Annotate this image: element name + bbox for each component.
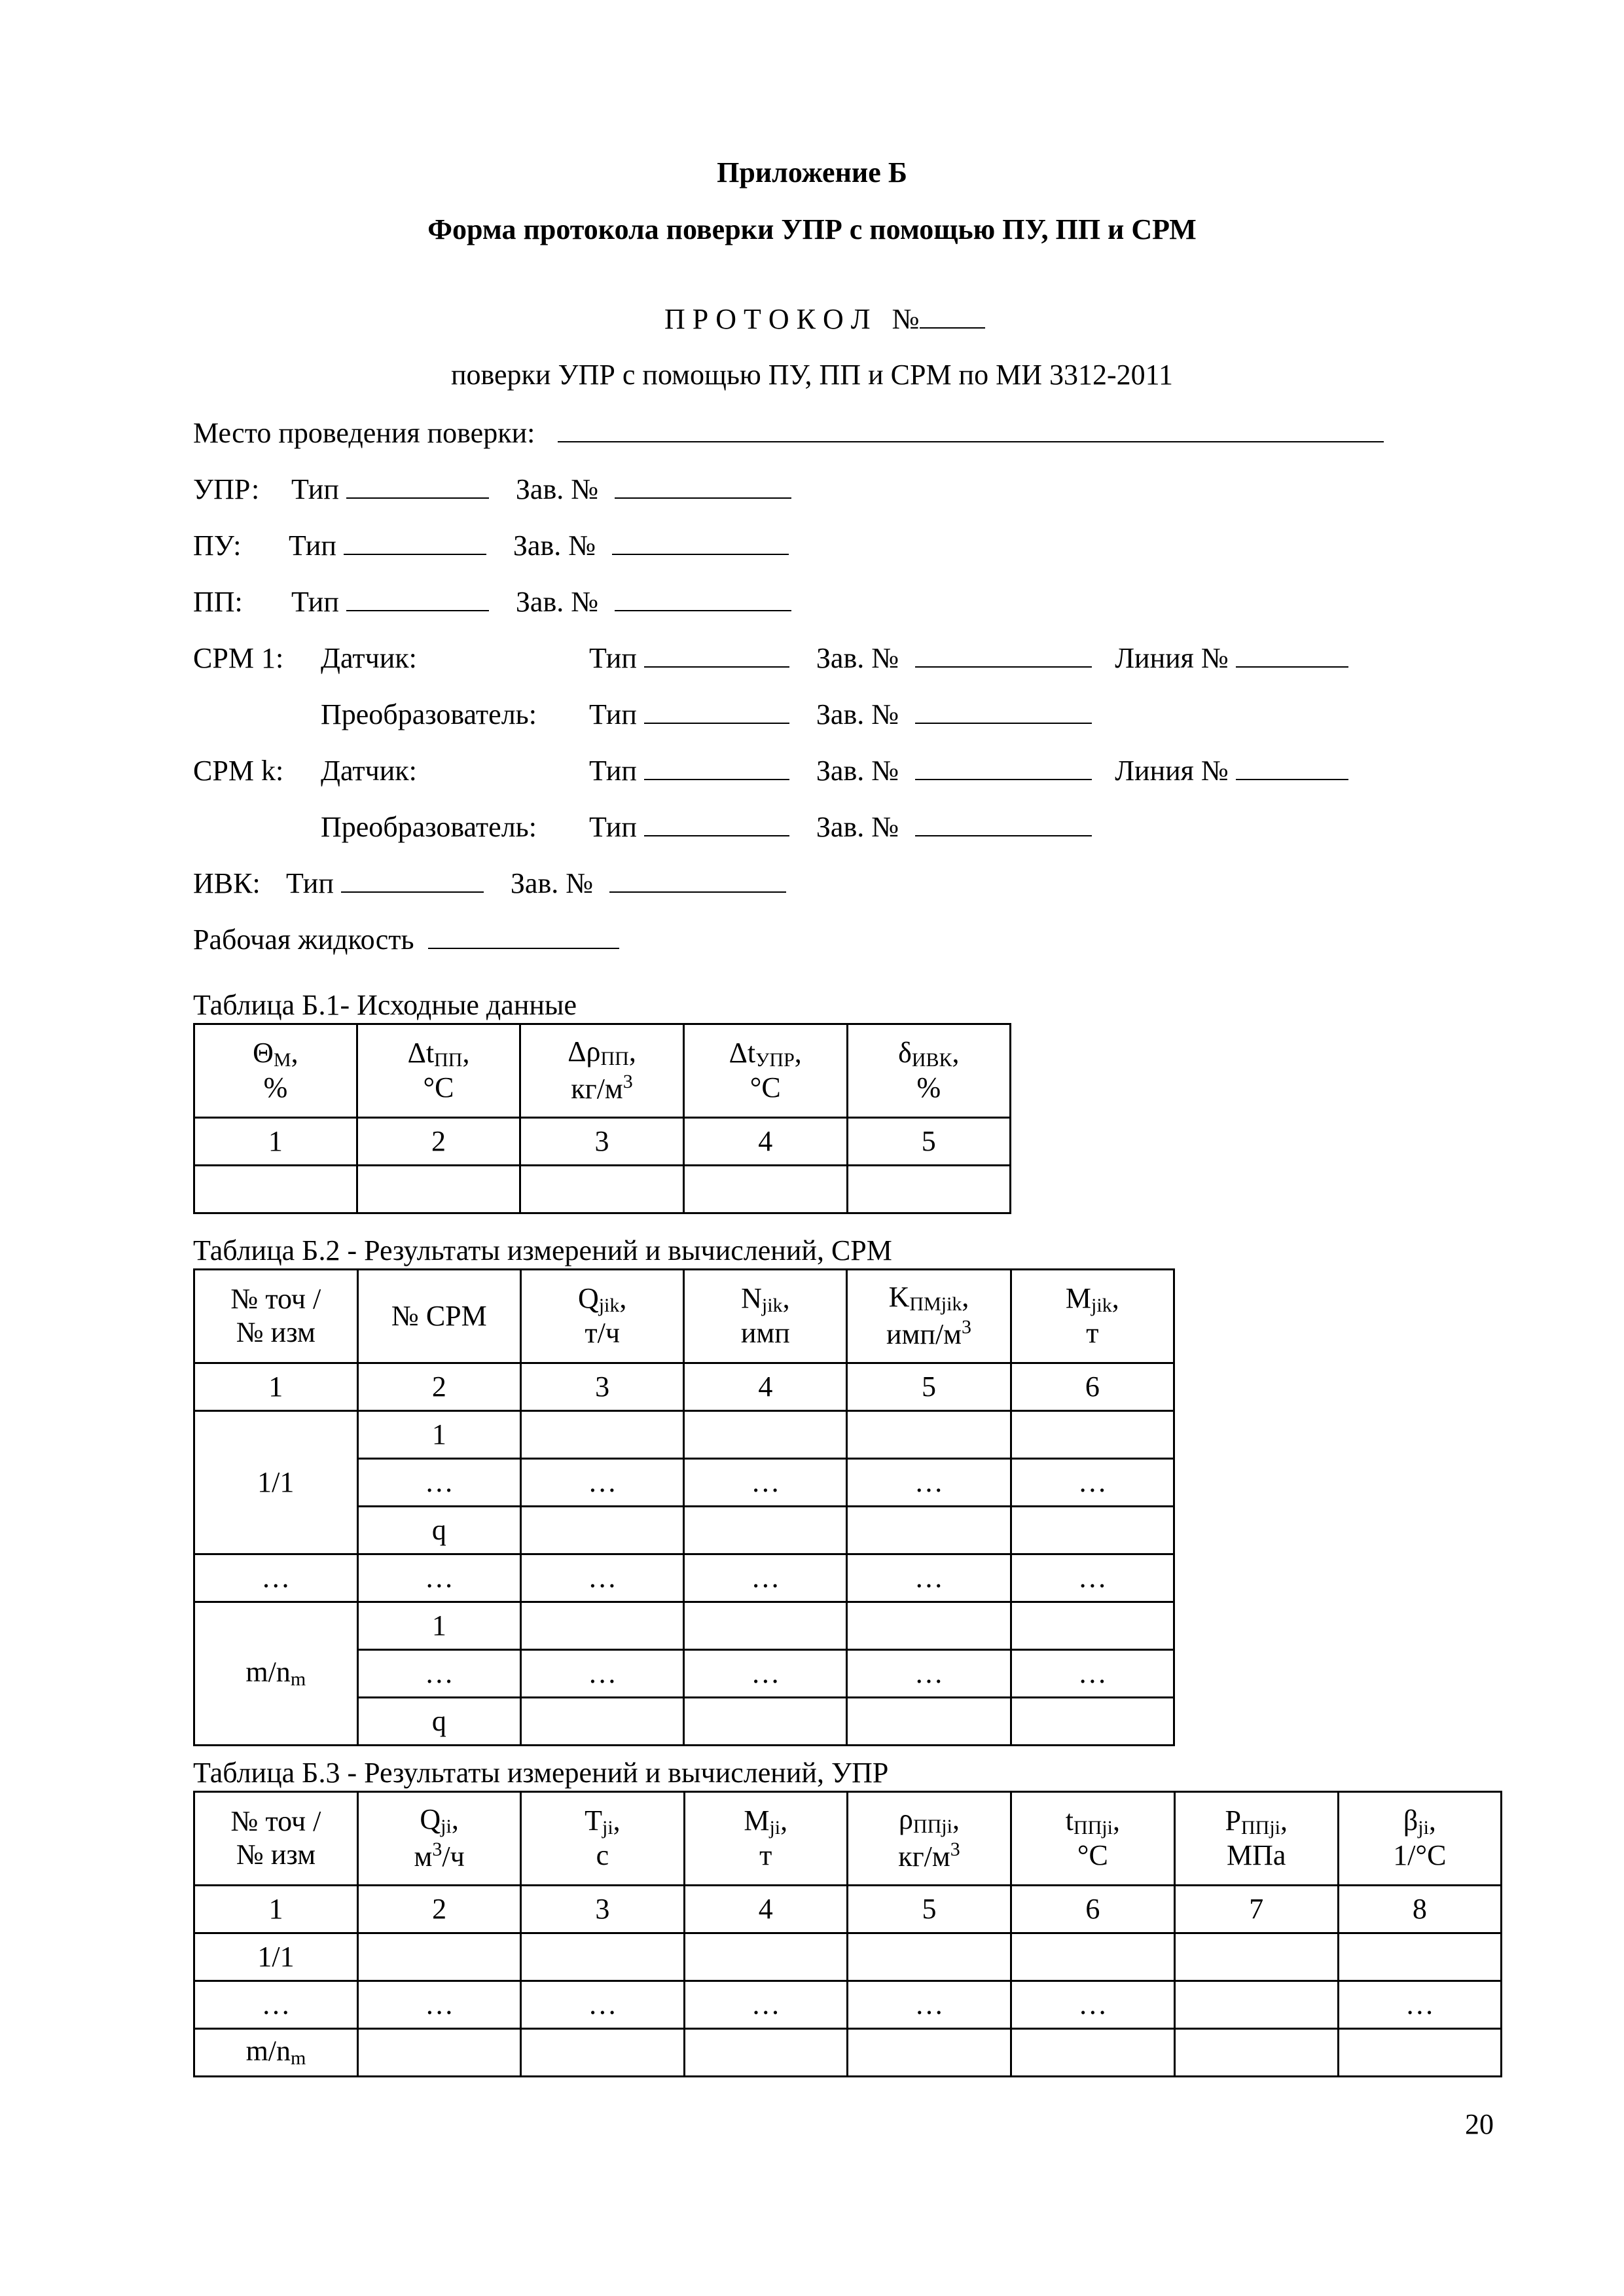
srm1-sensor-label: Датчик: — [321, 642, 417, 674]
table3-data-cell[interactable] — [1338, 2029, 1501, 2077]
pp-row — [193, 584, 791, 619]
srm1-sensor-zav-field[interactable] — [915, 640, 1092, 668]
table2-data-cell[interactable] — [847, 1698, 1011, 1746]
table3-data-cell[interactable] — [357, 2029, 520, 2077]
fluid-row — [193, 922, 619, 956]
srmk-converter-zav-field[interactable] — [915, 809, 1092, 836]
table1-data-cell[interactable] — [194, 1166, 357, 1213]
form-title: Форма протокола поверки УПР с помощью ПУ, ПП и СРМ — [427, 213, 1197, 245]
pp-zav-field[interactable] — [615, 584, 791, 611]
table2-group-label: $m/n_m$ — [194, 1602, 358, 1746]
ivk-label: ИВК: — [193, 867, 261, 899]
table3-row-label: $m/n_m$ — [194, 2029, 358, 2077]
upr-label: УПР: — [193, 473, 260, 505]
table3-header-cell: $T_{ji}$, с — [521, 1792, 684, 1886]
table3-data-cell[interactable] — [1174, 1981, 1338, 2029]
table3-data-cell[interactable] — [684, 1933, 847, 1981]
srm1-sensor-type-field[interactable] — [644, 640, 789, 668]
srm1-sensor-row — [193, 640, 1348, 675]
table3-header-cell: $\rho_{ППji}$, $кг/м^3$ — [847, 1792, 1011, 1886]
place-row — [193, 415, 1384, 450]
table2-header-srm: № СРМ — [357, 1270, 521, 1363]
srmk-sensor-type-label: Тип — [589, 755, 637, 787]
table2-data-cell[interactable] — [684, 1602, 847, 1650]
table2-col-number: 3 — [521, 1363, 684, 1411]
table1-col-number: 5 — [847, 1118, 1010, 1166]
table2-srm-cell: q — [357, 1507, 521, 1554]
table2-ellipsis-cell: … — [357, 1554, 521, 1602]
srm1-converter-label: Преобразователь: — [321, 698, 537, 730]
table2-data-cell[interactable] — [1011, 1411, 1174, 1459]
table3-ellipsis-cell: … — [194, 1981, 358, 2029]
srmk-converter-type-label: Тип — [589, 811, 637, 843]
ivk-zav-field[interactable] — [609, 865, 786, 893]
table2-ellipsis-cell: … — [847, 1650, 1011, 1698]
protocol-number-field[interactable] — [920, 301, 985, 329]
srmk-converter-type-field[interactable] — [644, 809, 789, 836]
pu-zav-field[interactable] — [612, 528, 789, 555]
table3-col-number: 3 — [521, 1886, 684, 1933]
pp-zav-label: Зав. № — [515, 586, 599, 618]
pu-type-label: Тип — [289, 529, 336, 562]
table2-col-number: 2 — [357, 1363, 521, 1411]
table3-data-cell[interactable] — [1338, 1933, 1501, 1981]
srmk-sensor-type-field[interactable] — [644, 753, 789, 780]
pp-label: ПП: — [193, 586, 243, 618]
table2-data-cell[interactable] — [684, 1698, 847, 1746]
table1-col-number: 2 — [357, 1118, 520, 1166]
table2 — [193, 1268, 1175, 1746]
table1-data-cell[interactable] — [847, 1166, 1010, 1213]
table2-data-cell[interactable] — [847, 1411, 1011, 1459]
table1-data-cell[interactable] — [357, 1166, 520, 1213]
srmk-sensor-zav-label: Зав. № — [816, 755, 899, 787]
table3-ellipsis-cell: … — [357, 1981, 520, 2029]
table2-ellipsis-cell: … — [521, 1554, 684, 1602]
upr-type-field[interactable] — [346, 471, 489, 499]
table3-header-point: № точ / № изм — [194, 1792, 358, 1886]
table2-ellipsis-cell: … — [684, 1554, 847, 1602]
pu-zav-label: Зав. № — [513, 529, 596, 562]
table3-ellipsis-cell: … — [1338, 1981, 1501, 2029]
srm1-converter-zav-label: Зав. № — [816, 698, 899, 730]
table2-data-cell[interactable] — [684, 1411, 847, 1459]
table1-col-number: 1 — [194, 1118, 357, 1166]
srm1-sensor-zav-label: Зав. № — [816, 642, 899, 674]
pu-row — [193, 528, 789, 562]
table2-ellipsis-cell: … — [1011, 1554, 1174, 1602]
table3-ellipsis-cell: … — [1011, 1981, 1174, 2029]
table3-col-number: 4 — [684, 1886, 847, 1933]
table3-ellipsis-cell: … — [521, 1981, 684, 2029]
table3-data-cell[interactable] — [847, 1933, 1011, 1981]
upr-zav-label: Зав. № — [515, 473, 599, 505]
table2-ellipsis-cell: … — [194, 1554, 358, 1602]
table2-col-number: 5 — [847, 1363, 1011, 1411]
table3-caption: Таблица Б.3 - Результаты измерений и вычислений, УПР — [193, 1757, 889, 1789]
table2-ellipsis-cell: … — [684, 1459, 847, 1507]
table3-col-number: 8 — [1338, 1886, 1501, 1933]
srmk-line-label: Линия № — [1115, 755, 1229, 787]
table3-header-cell: $t_{ППji}$, °С — [1011, 1792, 1174, 1886]
srmk-converter-label: Преобразователь: — [321, 811, 537, 843]
srm1-line-field[interactable] — [1236, 640, 1348, 668]
protocol-subtitle: поверки УПР с помощью ПУ, ПП и СРМ по МИ 3312-2011 — [450, 359, 1174, 391]
table2-header-cell: $M_{jik}$, т — [1011, 1270, 1174, 1363]
table2-data-cell[interactable] — [1011, 1507, 1174, 1554]
srm1-line-label: Линия № — [1115, 642, 1229, 674]
table2-data-cell[interactable] — [521, 1507, 684, 1554]
srmk-sensor-label: Датчик: — [321, 755, 417, 787]
table3-header-cell: $Q_{ji}$, $м^3/ч$ — [357, 1792, 520, 1886]
srmk-line-field[interactable] — [1236, 753, 1348, 780]
table3-ellipsis-cell: … — [684, 1981, 847, 2029]
appendix-title: Приложение Б — [717, 156, 907, 188]
srm1-label: СРМ 1: — [193, 642, 284, 674]
table3-col-number: 6 — [1011, 1886, 1174, 1933]
ivk-type-field[interactable] — [341, 865, 484, 893]
table2-data-cell[interactable] — [1011, 1602, 1174, 1650]
table1 — [193, 1023, 1011, 1214]
pp-type-field[interactable] — [346, 584, 489, 611]
table1-data-cell[interactable] — [520, 1166, 684, 1213]
table3 — [193, 1791, 1502, 2077]
table2-header-cell: $Q_{jik}$, т/ч — [521, 1270, 684, 1363]
upr-row — [193, 471, 791, 506]
table2-data-cell[interactable] — [521, 1602, 684, 1650]
table2-col-number: 6 — [1011, 1363, 1174, 1411]
table3-data-cell[interactable] — [521, 2029, 684, 2077]
srm1-converter-type-label: Тип — [589, 698, 637, 730]
table2-col-number: 1 — [194, 1363, 358, 1411]
table1-col-number: 3 — [520, 1118, 684, 1166]
table3-data-cell[interactable] — [1011, 2029, 1174, 2077]
srm1-sensor-type-label: Тип — [589, 642, 637, 674]
table2-data-cell[interactable] — [847, 1602, 1011, 1650]
table2-data-cell[interactable] — [847, 1507, 1011, 1554]
ivk-row — [193, 865, 786, 900]
protocol-label: П Р О Т О К О Л № — [664, 303, 920, 335]
upr-zav-field[interactable] — [615, 471, 791, 499]
table2-ellipsis-cell: … — [847, 1554, 1011, 1602]
table2-ellipsis-cell: … — [357, 1650, 521, 1698]
srmk-label: СРМ k: — [193, 755, 284, 787]
fluid-label: Рабочая жидкость — [193, 924, 414, 956]
table2-data-cell[interactable] — [1011, 1698, 1174, 1746]
table2-data-cell[interactable] — [521, 1411, 684, 1459]
table3-col-number: 1 — [194, 1886, 358, 1933]
table3-header-cell: $P_{ППji}$, МПа — [1174, 1792, 1338, 1886]
table3-data-cell[interactable] — [847, 2029, 1011, 2077]
table3-data-cell[interactable] — [1174, 1933, 1338, 1981]
srmk-sensor-row — [193, 753, 1348, 787]
table1-data-cell[interactable] — [683, 1166, 847, 1213]
table1-caption: Таблица Б.1- Исходные данные — [193, 989, 577, 1021]
place-field[interactable] — [558, 415, 1384, 442]
table2-data-cell[interactable] — [521, 1698, 684, 1746]
protocol-heading — [664, 301, 985, 336]
table2-header-cell: $K_{ПМjik}$, имп/$м^3$ — [847, 1270, 1011, 1363]
table2-caption: Таблица Б.2 - Результаты измерений и вычислений, СРМ — [193, 1234, 892, 1266]
upr-type-label: Тип — [291, 473, 339, 505]
srm1-converter-type-field[interactable] — [644, 696, 789, 724]
table1-col-number: 4 — [683, 1118, 847, 1166]
table2-header-cell: $N_{jik}$, имп — [684, 1270, 847, 1363]
table1-header-cell: $\Delta t_{УПР}$, °С — [683, 1024, 847, 1118]
table3-header-cell: $\beta_{ji}$, 1/°С — [1338, 1792, 1501, 1886]
fluid-field[interactable] — [428, 922, 619, 949]
pp-type-label: Тип — [291, 586, 339, 618]
table2-ellipsis-cell: … — [847, 1459, 1011, 1507]
table2-ellipsis-cell: … — [684, 1650, 847, 1698]
pu-type-field[interactable] — [344, 528, 486, 555]
srmk-sensor-zav-field[interactable] — [915, 753, 1092, 780]
table3-col-number: 5 — [847, 1886, 1011, 1933]
page-number: 20 — [1465, 2108, 1494, 2140]
srm1-converter-row — [321, 696, 1092, 731]
table3-data-cell[interactable] — [684, 2029, 847, 2077]
table1-header-cell: $\Theta_М$, % — [194, 1024, 357, 1118]
ivk-type-label: Тип — [286, 867, 334, 899]
table1-header-cell: $\delta_{ИВК}$, % — [847, 1024, 1010, 1118]
table2-srm-cell: 1 — [357, 1602, 521, 1650]
table3-header-cell: $M_{ji}$, т — [684, 1792, 847, 1886]
table3-col-number: 7 — [1174, 1886, 1338, 1933]
table2-ellipsis-cell: … — [521, 1650, 684, 1698]
srm1-converter-zav-field[interactable] — [915, 696, 1092, 724]
table2-ellipsis-cell: … — [1011, 1459, 1174, 1507]
table2-ellipsis-cell: … — [521, 1459, 684, 1507]
table3-col-number: 2 — [357, 1886, 520, 1933]
table3-data-cell[interactable] — [521, 1933, 684, 1981]
table3-data-cell[interactable] — [357, 1933, 520, 1981]
srmk-converter-zav-label: Зав. № — [816, 811, 899, 843]
table2-srm-cell: q — [357, 1698, 521, 1746]
table3-row-label: 1/1 — [194, 1933, 358, 1981]
table2-srm-cell: 1 — [357, 1411, 521, 1459]
table1-header-cell: $\Delta t_{ПП}$, °С — [357, 1024, 520, 1118]
ivk-zav-label: Зав. № — [510, 867, 594, 899]
table2-ellipsis-cell: … — [357, 1459, 521, 1507]
table2-ellipsis-cell: … — [1011, 1650, 1174, 1698]
table2-header-point: № точ / № изм — [194, 1270, 358, 1363]
table1-header-cell: $\Delta\rho_{ПП}$, $кг/м^3$ — [520, 1024, 684, 1118]
table3-ellipsis-cell: … — [847, 1981, 1011, 2029]
table2-data-cell[interactable] — [684, 1507, 847, 1554]
pu-label: ПУ: — [193, 529, 242, 562]
srmk-converter-row — [321, 809, 1092, 844]
table3-data-cell[interactable] — [1011, 1933, 1174, 1981]
place-label: Место проведения поверки: — [193, 417, 535, 449]
table2-group-label: 1/1 — [194, 1411, 358, 1554]
table2-col-number: 4 — [684, 1363, 847, 1411]
table3-data-cell[interactable] — [1174, 2029, 1338, 2077]
